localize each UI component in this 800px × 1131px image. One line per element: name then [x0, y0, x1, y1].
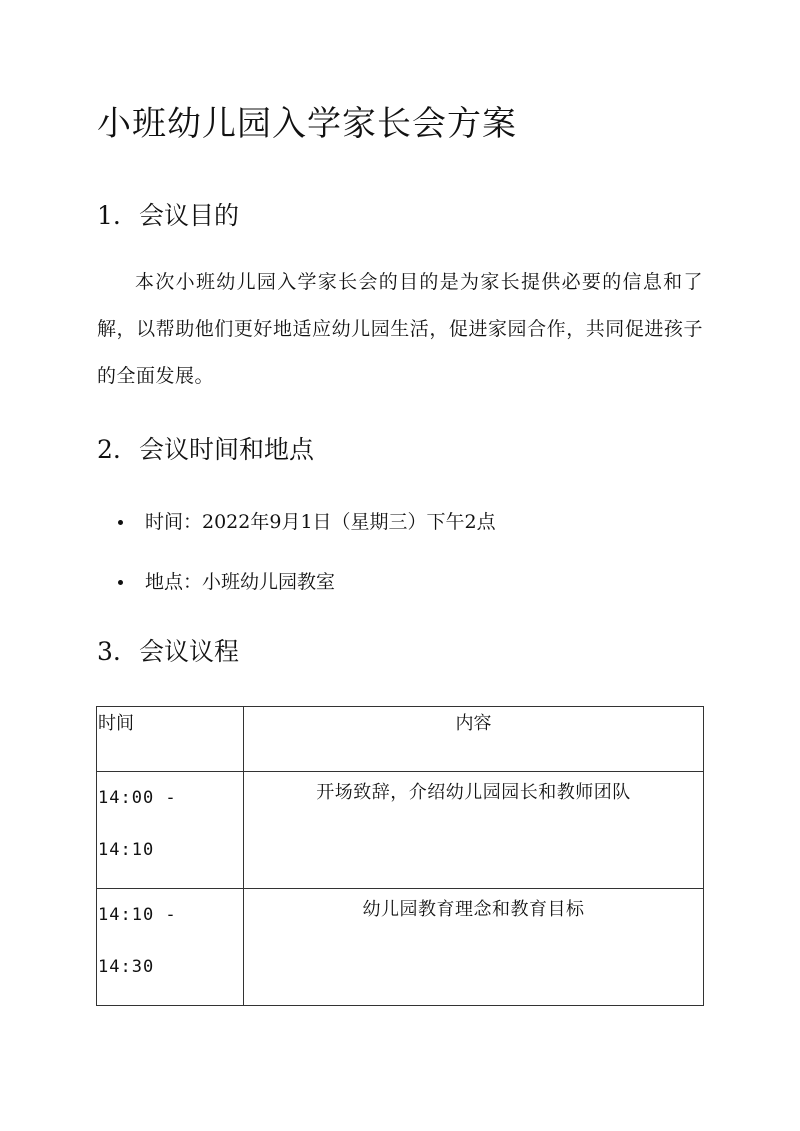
- bullet-dot-icon: [118, 520, 123, 525]
- time-start: 14:00 -: [98, 788, 177, 808]
- document-title: 小班幼儿园入学家长会方案: [97, 104, 517, 144]
- section-title: 会议时间和地点: [139, 435, 315, 464]
- agenda-table: [96, 706, 704, 1006]
- table-row: [97, 889, 704, 1006]
- row-time-cell: [97, 889, 244, 1006]
- time-start: 14:10 -: [98, 905, 177, 925]
- table-row: [97, 772, 704, 889]
- bullet-place: [118, 567, 335, 594]
- header-time: 时间: [97, 707, 244, 772]
- row-content-cell: 幼儿园教育理念和教育目标: [244, 889, 704, 1006]
- row-time-cell: [97, 772, 244, 889]
- section-number: 2.: [97, 435, 121, 464]
- section-heading-purpose: [97, 196, 239, 232]
- bullet-dot-icon: [118, 580, 123, 585]
- header-content: 内容: [244, 707, 704, 772]
- section-number: 3.: [97, 637, 121, 666]
- section-heading-agenda: [97, 632, 239, 668]
- purpose-paragraph: 本次小班幼儿园入学家长会的目的是为家长提供必要的信息和了解，以帮助他们更好地适应幼儿园生活，促进家园合作，共同促进孩子的全面发展。: [97, 271, 703, 387]
- section-heading-time-place: [97, 430, 314, 466]
- bullet-text: 地点：小班幼儿园教室: [145, 571, 336, 593]
- section-number: 1.: [97, 201, 121, 230]
- section-title: 会议目的: [139, 201, 240, 230]
- time-end: 14:30: [98, 957, 155, 977]
- section-title: 会议议程: [139, 637, 240, 666]
- table-header-row: [97, 707, 704, 772]
- row-content-cell: 开场致辞，介绍幼儿园园长和教师团队: [244, 772, 704, 889]
- time-end: 14:10: [98, 840, 155, 860]
- bullet-time: [118, 507, 496, 534]
- bullet-text: 时间：2022年9月1日（星期三）下午2点: [145, 511, 496, 533]
